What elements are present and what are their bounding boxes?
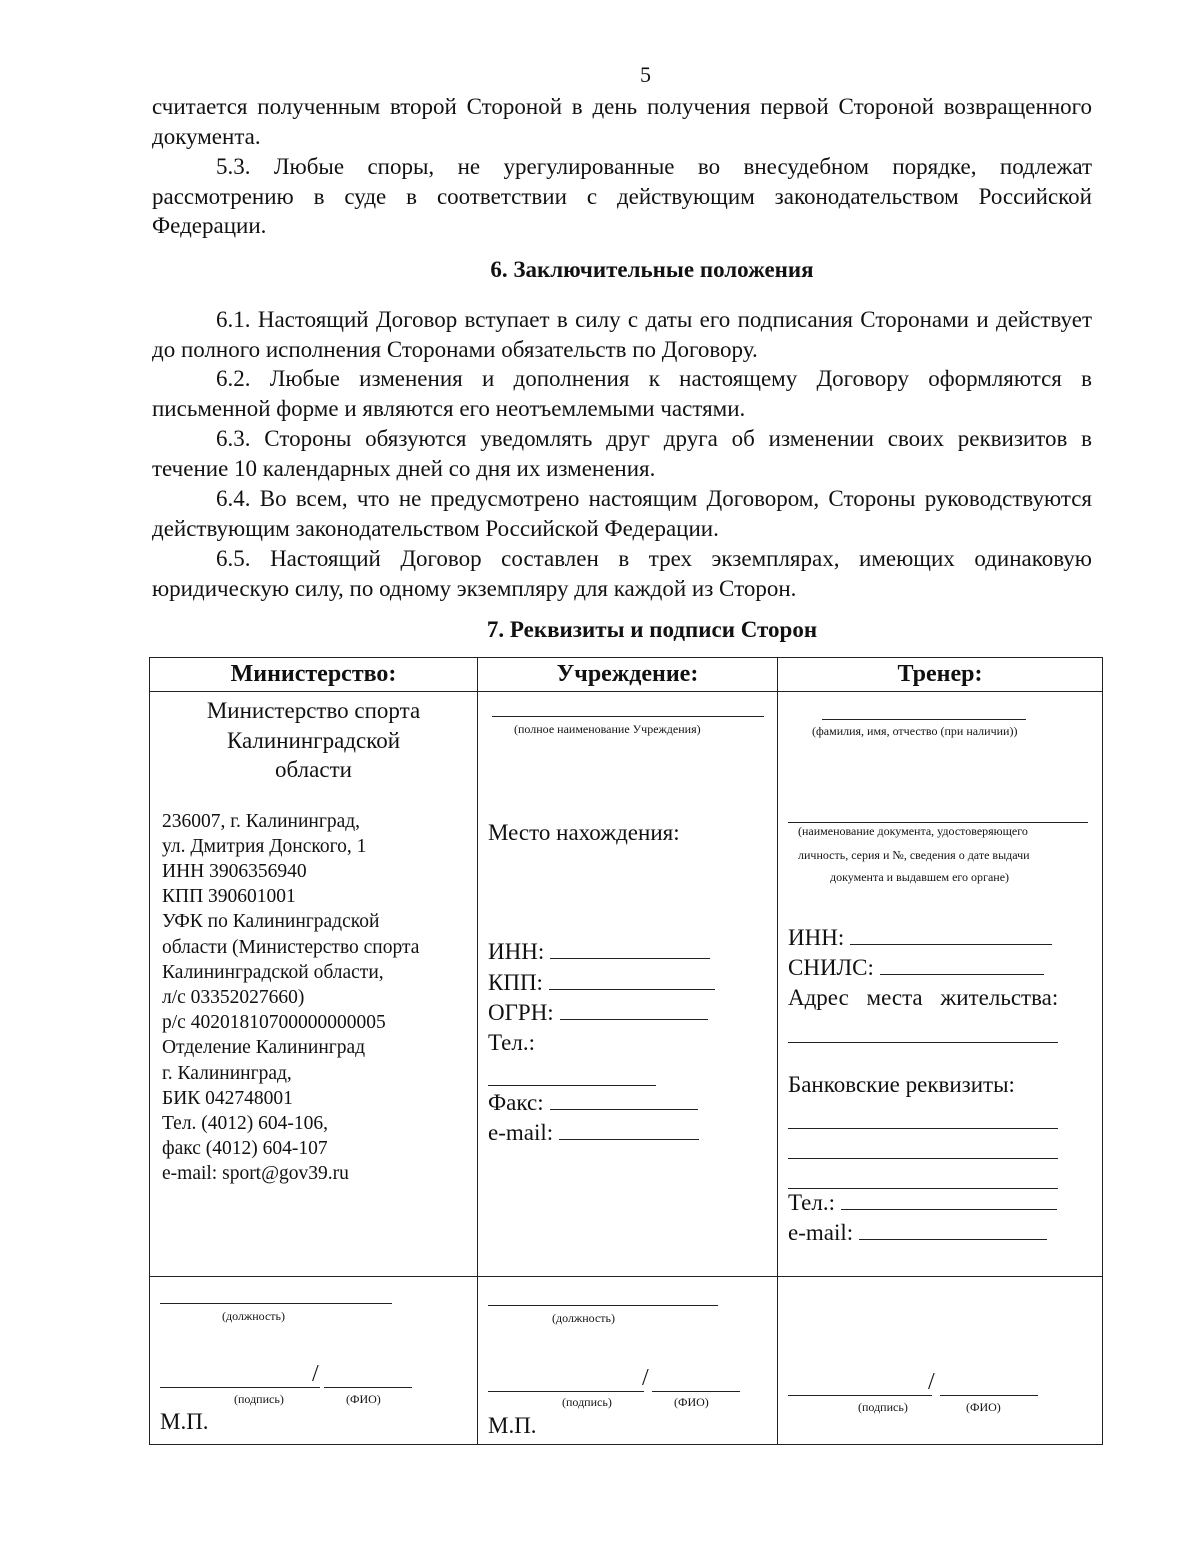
trainer-bank-label: Банковские реквизиты: — [788, 1072, 1015, 1097]
paragraph-6-2: 6.2. Любые изменения и дополнения к настоящему Договору оформляются в письменной форме и являются его неотъемлемыми частями. — [152, 366, 1092, 421]
requisite-line: Тел. (4012) 604-106, — [162, 1112, 329, 1134]
kpp-blank — [549, 971, 715, 990]
signature-caption: (подпись) — [234, 1392, 284, 1406]
trainer-email-field — [788, 1218, 1047, 1248]
trainer-name-caption: (фамилия, имя, отчество (при наличии)) — [812, 724, 1018, 738]
institution-ogrn-field — [488, 998, 708, 1028]
inn-label: ИНН: — [488, 939, 545, 964]
heading-section-6: 6. Заключительные положения — [490, 257, 814, 282]
trainer-address-label: Адрес места жительства: — [788, 985, 1059, 1010]
stamp-label: М.П. — [160, 1409, 209, 1434]
requisite-line: e-mail: sport@gov39.ru — [162, 1163, 349, 1185]
requisite-line: области (Министерство спорта — [162, 936, 420, 958]
position-line — [160, 1303, 392, 1304]
email-label: e-mail: — [488, 1120, 554, 1145]
inn-blank — [850, 926, 1052, 945]
institution-details-cell — [478, 692, 778, 1277]
trainer-address-blank — [788, 1042, 1058, 1043]
institution-tel-blank — [488, 1085, 656, 1086]
trainer-tel-field — [788, 1188, 1057, 1218]
email-label: e-mail: — [788, 1220, 854, 1245]
trainer-inn-field — [788, 923, 1052, 953]
requisite-line: УФК по Калининградской — [162, 911, 380, 933]
ministry-name-line: области — [275, 757, 352, 782]
fio-caption: (ФИО) — [966, 1400, 1001, 1414]
ministry-name-line: Министерство спорта — [206, 698, 421, 723]
tel-label: Тел.: — [788, 1190, 835, 1215]
header-trainer: Тренер: — [778, 658, 1103, 692]
paragraph-5-3: 5.3. Любые споры, не урегулированные во внесудебном порядке, подлежат рассмотрению в суде в соответствии с действующим законодательством Российской Федерации. — [152, 154, 1092, 238]
requisite-line: Отделение Калининград — [162, 1037, 366, 1059]
paragraph-6-3: 6.3. Стороны обязуются уведомлять друг друга об изменении своих реквизитов в течение 10 календарных дней со дня их изменения. — [152, 426, 1092, 481]
institution-name-line — [492, 716, 764, 717]
requisite-line: ул. Дмитрия Донского, 1 — [162, 835, 367, 857]
trainer-bank-blank — [788, 1128, 1058, 1129]
details-row — [150, 692, 1103, 1277]
trainer-signature-cell — [778, 1277, 1103, 1445]
header-institution: Учреждение: — [478, 658, 778, 692]
requisite-line: факс (4012) 604-107 — [162, 1138, 328, 1160]
ministry-name — [150, 692, 477, 785]
signature-caption: (подпись) — [562, 1395, 612, 1409]
institution-location-label: Место нахождения: — [488, 820, 680, 845]
heading-section-7: 7. Реквизиты и подписи Сторон — [486, 617, 818, 642]
requisite-line: Калининградской области, — [162, 961, 384, 983]
kpp-label: КПП: — [488, 970, 543, 995]
ministry-details-cell — [150, 692, 478, 1277]
position-caption: (должность) — [222, 1309, 285, 1323]
tel-blank — [841, 1191, 1057, 1210]
paragraph-6-5: 6.5. Настоящий Договор составлен в трех экземплярах, имеющих одинаковую юридическую силу, по одному экземпляру для каждой из Сторон. — [152, 546, 1092, 601]
fax-blank — [550, 1091, 698, 1110]
institution-inn-field — [488, 937, 710, 967]
institution-kpp-field — [488, 968, 715, 998]
paragraph-continuation: считается полученным второй Стороной в день получения первой Стороной возвращенного документа. — [152, 94, 1092, 149]
requisite-line: 236007, г. Калининград, — [162, 810, 361, 832]
fax-label: Факс: — [488, 1090, 544, 1115]
requisite-line: р/с 40201810700000000005 — [162, 1012, 386, 1034]
trainer-bank-blank — [788, 1158, 1058, 1159]
trainer-document-caption-3: документа и выдавшем его органе) — [830, 870, 1010, 884]
ministry-signature-cell — [150, 1277, 478, 1445]
requisites-table — [149, 657, 1103, 1445]
institution-email-field — [488, 1118, 699, 1148]
email-blank — [559, 1121, 699, 1140]
snils-label: СНИЛС: — [788, 955, 874, 980]
signature-slash: / — [312, 1361, 319, 1387]
requisite-line: БИК 042748001 — [162, 1087, 293, 1109]
ogrn-blank — [560, 1001, 708, 1020]
stamp-label: М.П. — [488, 1413, 537, 1438]
ogrn-label: ОГРН: — [488, 1000, 554, 1025]
signature-row — [150, 1277, 1103, 1445]
institution-tel-label: Тел.: — [488, 1030, 535, 1055]
requisite-line: г. Калининград, — [162, 1062, 292, 1084]
fio-caption: (ФИО) — [346, 1392, 381, 1406]
table-header-row — [150, 658, 1103, 692]
inn-label: ИНН: — [788, 925, 845, 950]
inn-blank — [550, 940, 710, 959]
paragraph-6-4: 6.4. Во всем, что не предусмотрено настоящим Договором, Стороны руководствуются действующим законодательством Российской Федерации. — [152, 486, 1092, 541]
fio-caption: (ФИО) — [674, 1395, 709, 1409]
trainer-snils-field — [788, 953, 1044, 983]
ministry-requisites — [150, 809, 477, 1187]
snils-blank — [880, 956, 1044, 975]
institution-name-caption: (полное наименование Учреждения) — [514, 722, 701, 736]
page-number: 5 — [640, 62, 651, 87]
trainer-document-caption-2: личность, серия и №, сведения о дате выдачи — [798, 848, 1030, 862]
ministry-name-line: Калининградской — [226, 727, 401, 753]
signature-slash: / — [928, 1369, 935, 1395]
paragraph-6-1: 6.1. Настоящий Договор вступает в силу с даты его подписания Сторонами и действует до полного исполнения Сторонами обязательств по Договору. — [152, 307, 1092, 362]
institution-fax-field — [488, 1088, 698, 1118]
position-caption: (должность) — [552, 1311, 615, 1325]
requisite-line: КПП 390601001 — [162, 886, 296, 908]
requisite-line: ИНН 3906356940 — [162, 860, 307, 882]
institution-signature-cell — [478, 1277, 778, 1445]
email-blank — [859, 1221, 1047, 1240]
trainer-document-caption-1: (наименование документа, удостоверяющего — [798, 824, 1028, 838]
signature-caption: (подпись) — [858, 1400, 908, 1414]
header-ministry: Министерство: — [150, 658, 478, 692]
trainer-details-cell — [778, 692, 1103, 1277]
position-line — [488, 1305, 718, 1306]
requisite-line: л/с 03352027660) — [162, 986, 305, 1008]
signature-slash: / — [642, 1365, 649, 1391]
